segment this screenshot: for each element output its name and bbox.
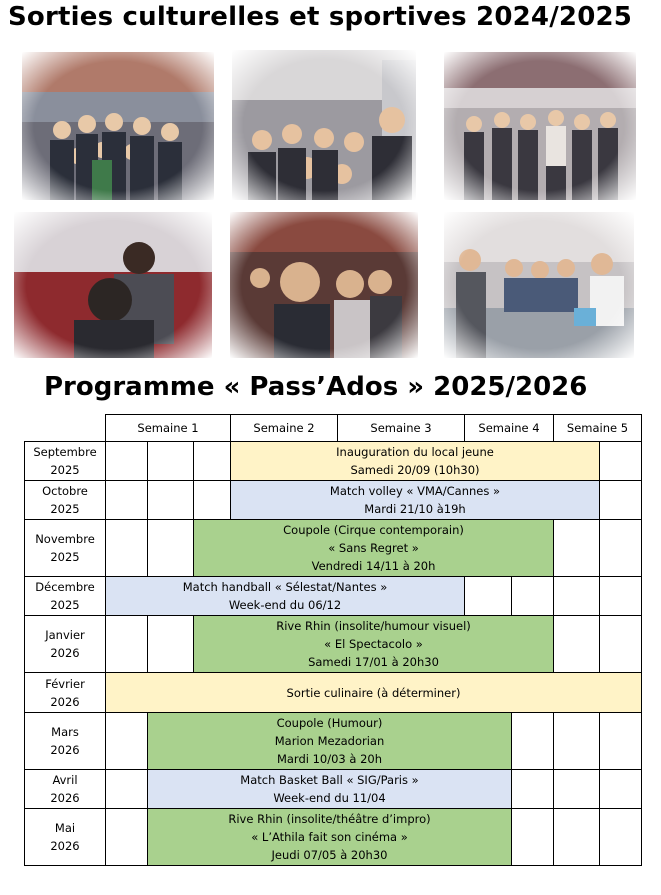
photo-group-hall — [232, 50, 416, 200]
empty-cell — [554, 616, 600, 673]
week-header-4: Semaine 4 — [465, 415, 554, 442]
month-cell: Novembre 2025 — [25, 520, 106, 577]
empty-cell — [600, 577, 642, 616]
month-cell: Décembre 2025 — [25, 577, 106, 616]
week-header-row — [25, 415, 642, 442]
empty-cell — [106, 520, 148, 577]
event-cell: Match Basket Ball « SIG/Paris » Week-end du 11/04 — [148, 770, 512, 809]
table-row — [25, 770, 642, 809]
event-cell: Match handball « Sélestat/Nantes » Week-end du 06/12 — [106, 577, 465, 616]
empty-cell — [106, 442, 148, 481]
table-corner — [25, 415, 106, 442]
empty-cell — [148, 616, 194, 673]
empty-cell — [194, 481, 231, 520]
event-cell: Rive Rhin (insolite/humour visuel) « El Spectacolo » Samedi 17/01 à 20h30 — [194, 616, 554, 673]
empty-cell — [465, 577, 512, 616]
event-cell: Coupole (Humour) Marion Mezadorian Mardi 10/03 à 20h — [148, 713, 512, 770]
month-cell: Octobre 2025 — [25, 481, 106, 520]
empty-cell — [148, 442, 194, 481]
photo-group-stadium — [22, 52, 214, 200]
empty-cell — [600, 616, 642, 673]
page-title: Sorties culturelles et sportives 2024/2025 — [8, 2, 633, 32]
month-cell: Avril 2026 — [25, 770, 106, 809]
event-cell: Coupole (Cirque contemporain) « Sans Regret » Vendredi 14/11 à 20h — [194, 520, 554, 577]
table-row — [25, 713, 642, 770]
photo-athlete-signing — [14, 212, 212, 358]
empty-cell — [512, 713, 554, 770]
photo-group-venue — [444, 52, 636, 200]
event-cell: Match volley « VMA/Cannes » Mardi 21/10 à19h — [231, 481, 600, 520]
month-cell: Septembre 2025 — [25, 442, 106, 481]
empty-cell — [512, 577, 554, 616]
photo-selfie-theatre — [230, 212, 418, 358]
month-cell: Mai 2026 — [25, 809, 106, 866]
table-row — [25, 673, 642, 713]
photo-cooking-workshop — [444, 212, 634, 358]
empty-cell — [106, 481, 148, 520]
empty-cell — [554, 577, 600, 616]
empty-cell — [194, 442, 231, 481]
empty-cell — [106, 770, 148, 809]
empty-cell — [600, 713, 642, 770]
empty-cell — [554, 809, 600, 866]
table-row — [25, 809, 642, 866]
week-header-1: Semaine 1 — [106, 415, 231, 442]
table-row — [25, 577, 642, 616]
event-cell: Rive Rhin (insolite/théâtre d’impro) « L’Athila fait son cinéma » Jeudi 07/05 à 20h30 — [148, 809, 512, 866]
empty-cell — [554, 520, 600, 577]
empty-cell — [600, 809, 642, 866]
empty-cell — [106, 809, 148, 866]
table-row — [25, 442, 642, 481]
event-cell: Inauguration du local jeune Samedi 20/09 (10h30) — [231, 442, 600, 481]
empty-cell — [554, 770, 600, 809]
empty-cell — [512, 809, 554, 866]
week-header-3: Semaine 3 — [338, 415, 465, 442]
week-header-2: Semaine 2 — [231, 415, 338, 442]
empty-cell — [600, 481, 642, 520]
month-cell: Mars 2026 — [25, 713, 106, 770]
empty-cell — [148, 520, 194, 577]
week-header-5: Semaine 5 — [554, 415, 642, 442]
empty-cell — [106, 713, 148, 770]
schedule-table — [24, 414, 642, 866]
table-row — [25, 616, 642, 673]
empty-cell — [106, 616, 148, 673]
table-row — [25, 481, 642, 520]
empty-cell — [600, 770, 642, 809]
event-cell: Sortie culinaire (à déterminer) — [106, 673, 642, 713]
empty-cell — [148, 481, 194, 520]
table-row — [25, 520, 642, 577]
empty-cell — [600, 442, 642, 481]
month-cell: Février 2026 — [25, 673, 106, 713]
empty-cell — [554, 713, 600, 770]
empty-cell — [512, 770, 554, 809]
month-cell: Janvier 2026 — [25, 616, 106, 673]
empty-cell — [600, 520, 642, 577]
program-title: Programme « Pass’Ados » 2025/2026 — [44, 372, 588, 402]
